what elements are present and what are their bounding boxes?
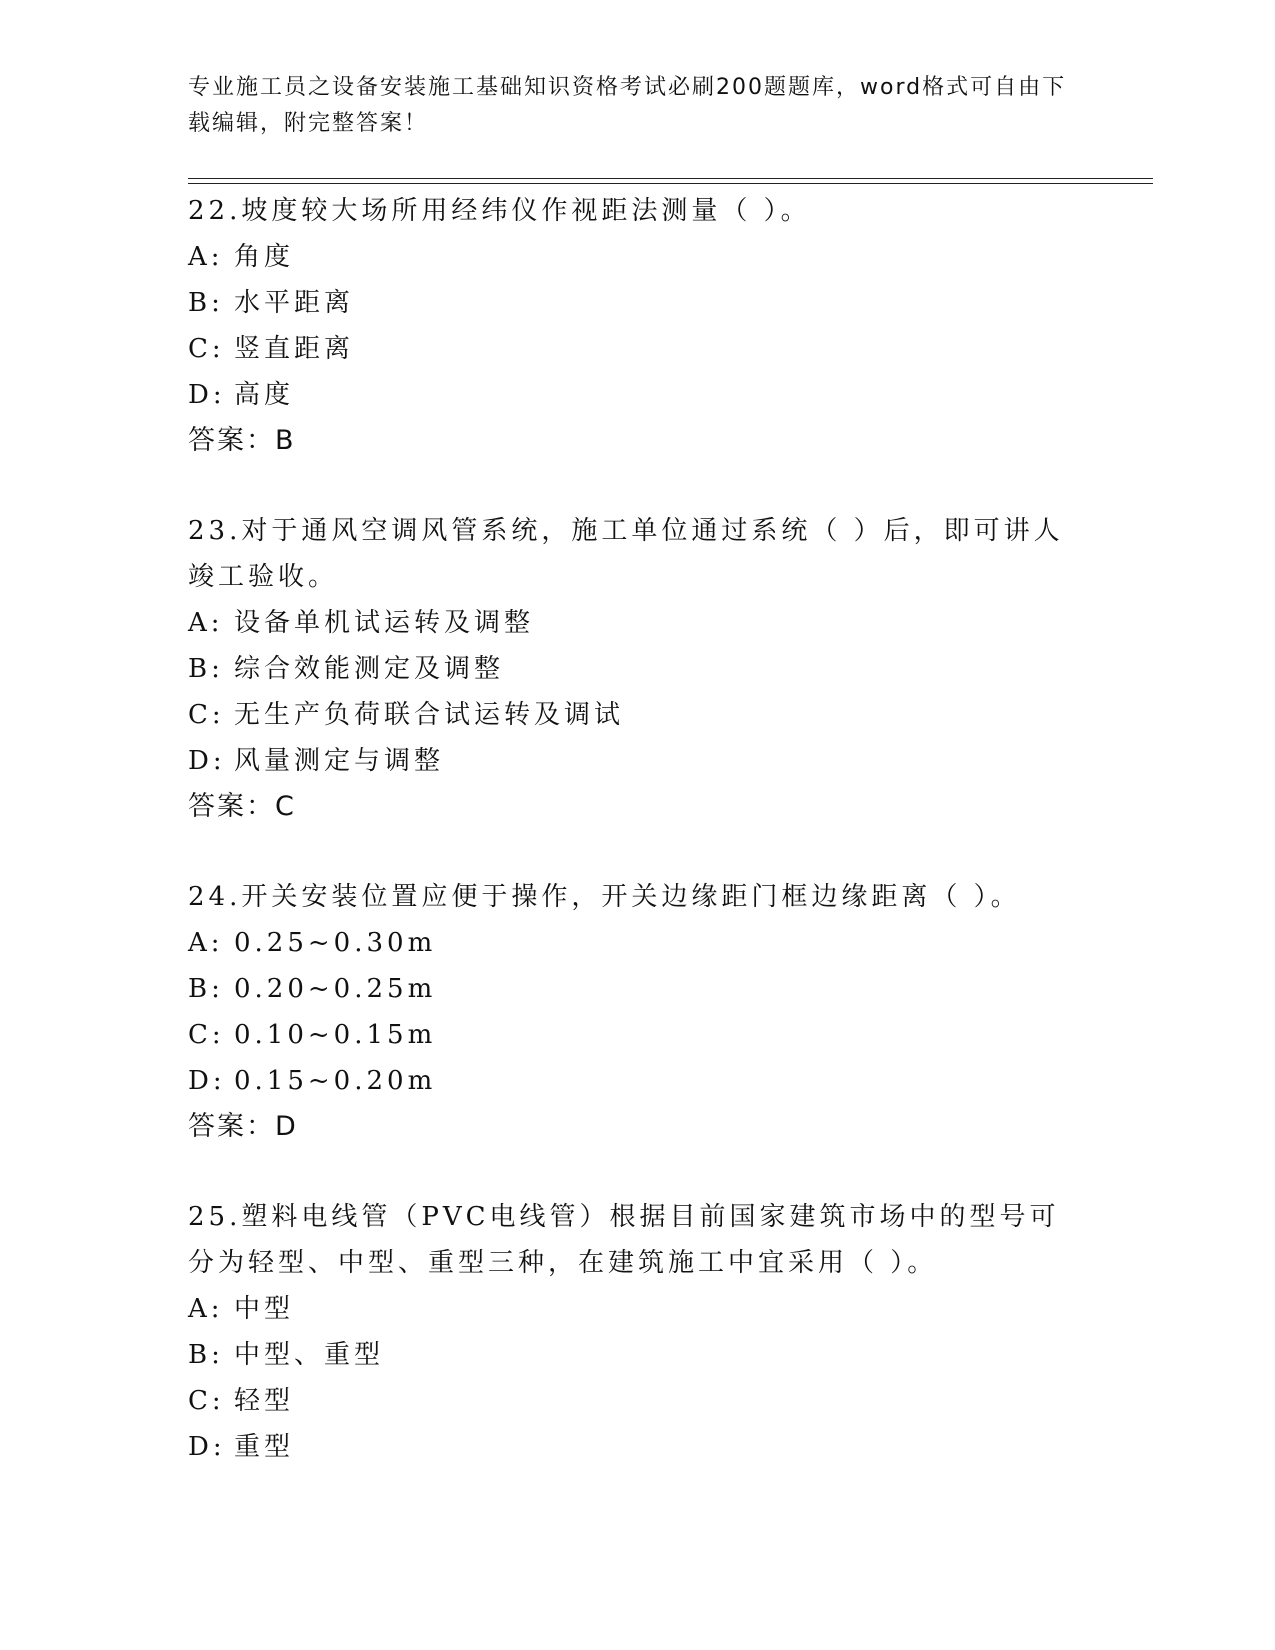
option-a — [188, 920, 1088, 966]
option-c — [188, 1012, 1088, 1058]
header-divider-top — [188, 178, 1153, 179]
answer-value: B — [275, 425, 294, 456]
option-letter: B: — [188, 654, 224, 684]
question-stem: 24.开关安装位置应便于操作，开关边缘距门框边缘距离（ ）。 — [188, 882, 1021, 912]
option-b — [188, 966, 1088, 1012]
option-text: 中型、重型 — [234, 1340, 385, 1370]
option-text: 中型 — [234, 1294, 295, 1324]
answer-label: 答案： — [188, 425, 275, 456]
option-d — [188, 738, 1088, 784]
question-list — [188, 188, 1088, 1514]
option-letter: D: — [188, 380, 226, 410]
answer-label: 答案： — [188, 1111, 275, 1142]
option-text: 0.20~0.25m — [234, 974, 437, 1004]
option-c — [188, 692, 1088, 738]
header-divider-bottom — [188, 183, 1153, 184]
question-23 — [188, 508, 1088, 830]
option-letter: D: — [188, 1432, 226, 1462]
option-text: 无生产负荷联合试运转及调试 — [234, 700, 625, 730]
option-d — [188, 372, 1088, 418]
option-letter: B: — [188, 974, 224, 1004]
option-letter: A: — [188, 928, 224, 958]
option-letter: D: — [188, 746, 226, 776]
option-text: 轻型 — [234, 1386, 295, 1416]
option-c — [188, 1378, 1088, 1424]
question-stem: 22.坡度较大场所用经纬仪作视距法测量（ ）。 — [188, 196, 811, 226]
option-a — [188, 1286, 1088, 1332]
option-text: 高度 — [234, 380, 295, 410]
option-letter: A: — [188, 608, 224, 638]
option-text: 0.25~0.30m — [234, 928, 437, 958]
option-b — [188, 280, 1088, 326]
option-text: 竖直距离 — [234, 334, 355, 364]
option-letter: A: — [188, 1294, 224, 1324]
answer-value: C — [275, 791, 294, 822]
question-stem: 23.对于通风空调风管系统，施工单位通过系统（ ）后，即可讲人竣工验收。 — [188, 516, 1064, 592]
option-b — [188, 1332, 1088, 1378]
question-25 — [188, 1194, 1088, 1470]
option-letter: D: — [188, 1066, 226, 1096]
option-c — [188, 326, 1088, 372]
option-letter: B: — [188, 1340, 224, 1370]
option-text: 设备单机试运转及调整 — [234, 608, 535, 638]
question-24 — [188, 874, 1088, 1150]
option-letter: C: — [188, 334, 225, 364]
answer-line — [188, 418, 1088, 464]
option-b — [188, 646, 1088, 692]
option-d — [188, 1058, 1088, 1104]
answer-label: 答案： — [188, 791, 275, 822]
answer-line — [188, 1104, 1088, 1150]
option-a — [188, 234, 1088, 280]
answer-line — [188, 784, 1088, 830]
option-letter: C: — [188, 1020, 225, 1050]
option-letter: B: — [188, 288, 224, 318]
answer-value: D — [275, 1111, 296, 1142]
option-text: 水平距离 — [234, 288, 355, 318]
option-text: 风量测定与调整 — [234, 746, 445, 776]
option-text: 0.10~0.15m — [234, 1020, 437, 1050]
option-letter: A: — [188, 242, 224, 272]
option-letter: C: — [188, 700, 225, 730]
option-letter: C: — [188, 1386, 225, 1416]
option-text: 0.15~0.20m — [234, 1066, 437, 1096]
question-stem: 25.塑料电线管（PVC电线管）根据目前国家建筑市场中的型号可分为轻型、中型、重型三种，在建筑施工中宜采用（ ）。 — [188, 1202, 1060, 1278]
option-text: 角度 — [234, 242, 295, 272]
option-d — [188, 1424, 1088, 1470]
document-header: 专业施工员之设备安装施工基础知识资格考试必刷200题题库，word格式可自由下载编辑，附完整答案！ — [188, 75, 1067, 136]
option-a — [188, 600, 1088, 646]
question-22 — [188, 188, 1088, 464]
option-text: 综合效能测定及调整 — [234, 654, 505, 684]
option-text: 重型 — [234, 1432, 295, 1462]
